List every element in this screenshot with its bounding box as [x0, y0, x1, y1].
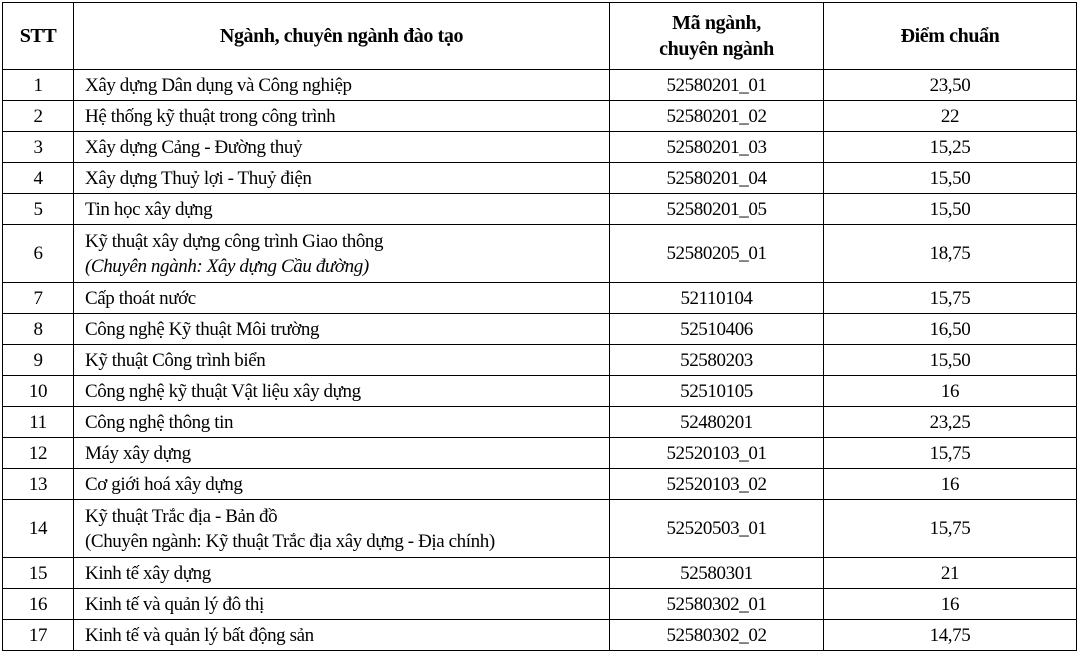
row-program-code: 52510105	[610, 376, 824, 407]
row-program-code: 52580201_02	[610, 101, 824, 132]
row-stt: 17	[3, 620, 74, 651]
row-program-name-cell: Máy xây dựng	[74, 438, 610, 469]
table-row	[3, 70, 1077, 101]
row-stt: 1	[3, 70, 74, 101]
row-stt: 15	[3, 558, 74, 589]
row-cutoff-score: 23,50	[824, 70, 1077, 101]
row-stt: 12	[3, 438, 74, 469]
row-program-code: 52580302_01	[610, 589, 824, 620]
header-program-code	[610, 3, 824, 70]
row-program-code: 52580201_05	[610, 194, 824, 225]
row-program-code: 52110104	[610, 283, 824, 314]
row-cutoff-score: 14,75	[824, 620, 1077, 651]
row-program-name-cell: Công nghệ kỹ thuật Vật liệu xây dựng	[74, 376, 610, 407]
row-program-name-cell: Xây dựng Dân dụng và Công nghiệp	[74, 70, 610, 101]
table-body	[3, 70, 1077, 651]
row-cutoff-score: 15,25	[824, 132, 1077, 163]
row-cutoff-score: 15,50	[824, 345, 1077, 376]
row-program-name: Kỹ thuật Trắc địa - Bản đồ	[85, 505, 278, 527]
row-program-name-cell: Hệ thống kỹ thuật trong công trình	[74, 101, 610, 132]
row-cutoff-score: 15,75	[824, 438, 1077, 469]
row-program-code: 52580302_02	[610, 620, 824, 651]
row-program-name-cell: Công nghệ thông tin	[74, 407, 610, 438]
row-stt: 13	[3, 469, 74, 500]
row-stt: 10	[3, 376, 74, 407]
row-program-name-cell: Tin học xây dựng	[74, 194, 610, 225]
row-program-name-cell: Xây dựng Thuỷ lợi - Thuỷ điện	[74, 163, 610, 194]
row-stt: 14	[3, 500, 74, 558]
admission-scores-table	[2, 2, 1077, 651]
table-row	[3, 376, 1077, 407]
row-program-name-cell: Cấp thoát nước	[74, 283, 610, 314]
table-row	[3, 438, 1077, 469]
row-cutoff-score: 16,50	[824, 314, 1077, 345]
row-cutoff-score: 16	[824, 376, 1077, 407]
row-cutoff-score: 15,50	[824, 194, 1077, 225]
table-row	[3, 345, 1077, 376]
row-program-code: 52520503_01	[610, 500, 824, 558]
row-program-name-cell: Xây dựng Cảng - Đường thuỷ	[74, 132, 610, 163]
row-stt: 11	[3, 407, 74, 438]
row-program-code: 52520103_01	[610, 438, 824, 469]
table-row	[3, 132, 1077, 163]
row-stt: 3	[3, 132, 74, 163]
row-program-name-cell: Kinh tế và quản lý đô thị	[74, 589, 610, 620]
row-stt: 5	[3, 194, 74, 225]
header-code-line1: Mã ngành,	[672, 12, 761, 34]
table-row	[3, 500, 1077, 558]
table-row	[3, 194, 1077, 225]
row-cutoff-score: 18,75	[824, 225, 1077, 283]
row-program-name: Kỹ thuật xây dựng công trình Giao thông	[85, 230, 384, 252]
table-row	[3, 314, 1077, 345]
table-row	[3, 558, 1077, 589]
row-stt: 2	[3, 101, 74, 132]
row-stt: 7	[3, 283, 74, 314]
row-program-note: (Chuyên ngành: Xây dựng Cầu đường)	[85, 255, 369, 277]
table-row	[3, 225, 1077, 283]
header-code-line2: chuyên ngành	[659, 38, 774, 60]
row-stt: 16	[3, 589, 74, 620]
row-program-name-cell	[74, 225, 610, 283]
row-program-name-cell: Cơ giới hoá xây dựng	[74, 469, 610, 500]
table-header	[3, 3, 1077, 70]
row-program-note: (Chuyên ngành: Kỹ thuật Trắc địa xây dựng - Địa chính)	[85, 530, 495, 552]
row-program-code: 52580201_04	[610, 163, 824, 194]
row-program-name-cell: Kinh tế và quản lý bất động sản	[74, 620, 610, 651]
header-program-name: Ngành, chuyên ngành đào tạo	[74, 3, 610, 70]
header-stt: STT	[3, 3, 74, 70]
row-stt: 6	[3, 225, 74, 283]
table-row	[3, 283, 1077, 314]
row-program-code: 52480201	[610, 407, 824, 438]
row-program-code: 52520103_02	[610, 469, 824, 500]
row-program-code: 52580205_01	[610, 225, 824, 283]
table-row	[3, 101, 1077, 132]
row-program-code: 52510406	[610, 314, 824, 345]
row-stt: 8	[3, 314, 74, 345]
row-cutoff-score: 15,75	[824, 283, 1077, 314]
table-row	[3, 620, 1077, 651]
row-cutoff-score: 22	[824, 101, 1077, 132]
row-program-code: 52580201_01	[610, 70, 824, 101]
row-cutoff-score: 16	[824, 589, 1077, 620]
row-cutoff-score: 16	[824, 469, 1077, 500]
row-cutoff-score: 21	[824, 558, 1077, 589]
row-program-name-cell	[74, 500, 610, 558]
row-cutoff-score: 15,75	[824, 500, 1077, 558]
row-stt: 9	[3, 345, 74, 376]
header-row	[3, 3, 1077, 70]
row-program-code: 52580301	[610, 558, 824, 589]
row-program-code: 52580201_03	[610, 132, 824, 163]
table-row	[3, 589, 1077, 620]
row-program-name-cell: Kinh tế xây dựng	[74, 558, 610, 589]
row-stt: 4	[3, 163, 74, 194]
row-program-name-cell: Công nghệ Kỹ thuật Môi trường	[74, 314, 610, 345]
row-program-code: 52580203	[610, 345, 824, 376]
row-cutoff-score: 23,25	[824, 407, 1077, 438]
table-row	[3, 163, 1077, 194]
table-row	[3, 407, 1077, 438]
table-row	[3, 469, 1077, 500]
row-cutoff-score: 15,50	[824, 163, 1077, 194]
row-program-name-cell: Kỹ thuật Công trình biển	[74, 345, 610, 376]
header-cutoff-score: Điểm chuẩn	[824, 3, 1077, 70]
